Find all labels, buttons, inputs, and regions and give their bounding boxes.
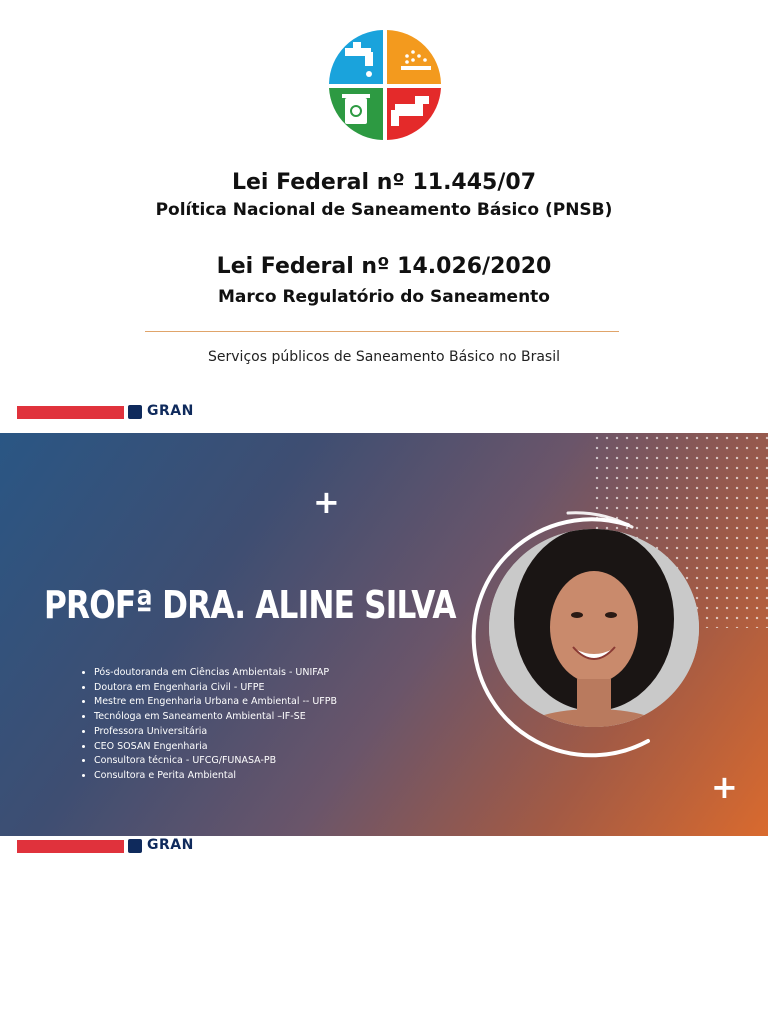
- professor-photo: [489, 529, 699, 727]
- brand-red-bar: [17, 840, 124, 853]
- slide-professor: [0, 433, 768, 836]
- slide-caption: Serviços públicos de Saneamento Básico no Brasil: [208, 349, 560, 365]
- credential-item: • Professora Universitária: [94, 725, 337, 740]
- water-tap-icon: [329, 30, 383, 84]
- brand-square-icon: [128, 839, 142, 853]
- portrait-image: [489, 529, 699, 727]
- slide-title: [0, 0, 768, 432]
- credential-item: • Tecnóloga em Saneamento Ambiental –IF-SE: [94, 710, 337, 725]
- law-1-subtitle: Política Nacional de Saneamento Básico (PNSB): [155, 200, 613, 220]
- brand-square-icon: [128, 405, 142, 419]
- professor-name: PROFª DRA. ALINE SILVA: [44, 583, 456, 627]
- drainage-icon: [387, 30, 441, 84]
- credential-item: • Consultora técnica - UFCG/FUNASA-PB: [94, 754, 337, 769]
- brand-logo-text: GRAN: [147, 837, 194, 853]
- brand-logo-text: GRAN: [147, 403, 194, 419]
- law-1-title: Lei Federal nº 11.445/07: [231, 170, 537, 195]
- law-2-subtitle: Marco Regulatório do Saneamento: [218, 287, 550, 307]
- credential-item: • Pós-doutoranda em Ciências Ambientais - UNIFAP: [94, 666, 337, 681]
- plus-icon: +: [711, 768, 738, 806]
- credential-item: • Mestre em Engenharia Urbana e Ambiental -- UFPB: [94, 695, 337, 710]
- law-2-title: Lei Federal nº 14.026/2020: [216, 254, 552, 279]
- credential-item: • CEO SOSAN Engenharia: [94, 740, 337, 755]
- divider: [145, 331, 619, 332]
- sanitation-logo: [329, 30, 441, 140]
- credential-item: • Doutora em Engenharia Civil - UFPE: [94, 681, 337, 696]
- plus-icon: +: [313, 483, 340, 521]
- brand-red-bar: [17, 406, 124, 419]
- credentials-list: [80, 666, 337, 784]
- credential-item: • Consultora e Perita Ambiental: [94, 769, 337, 784]
